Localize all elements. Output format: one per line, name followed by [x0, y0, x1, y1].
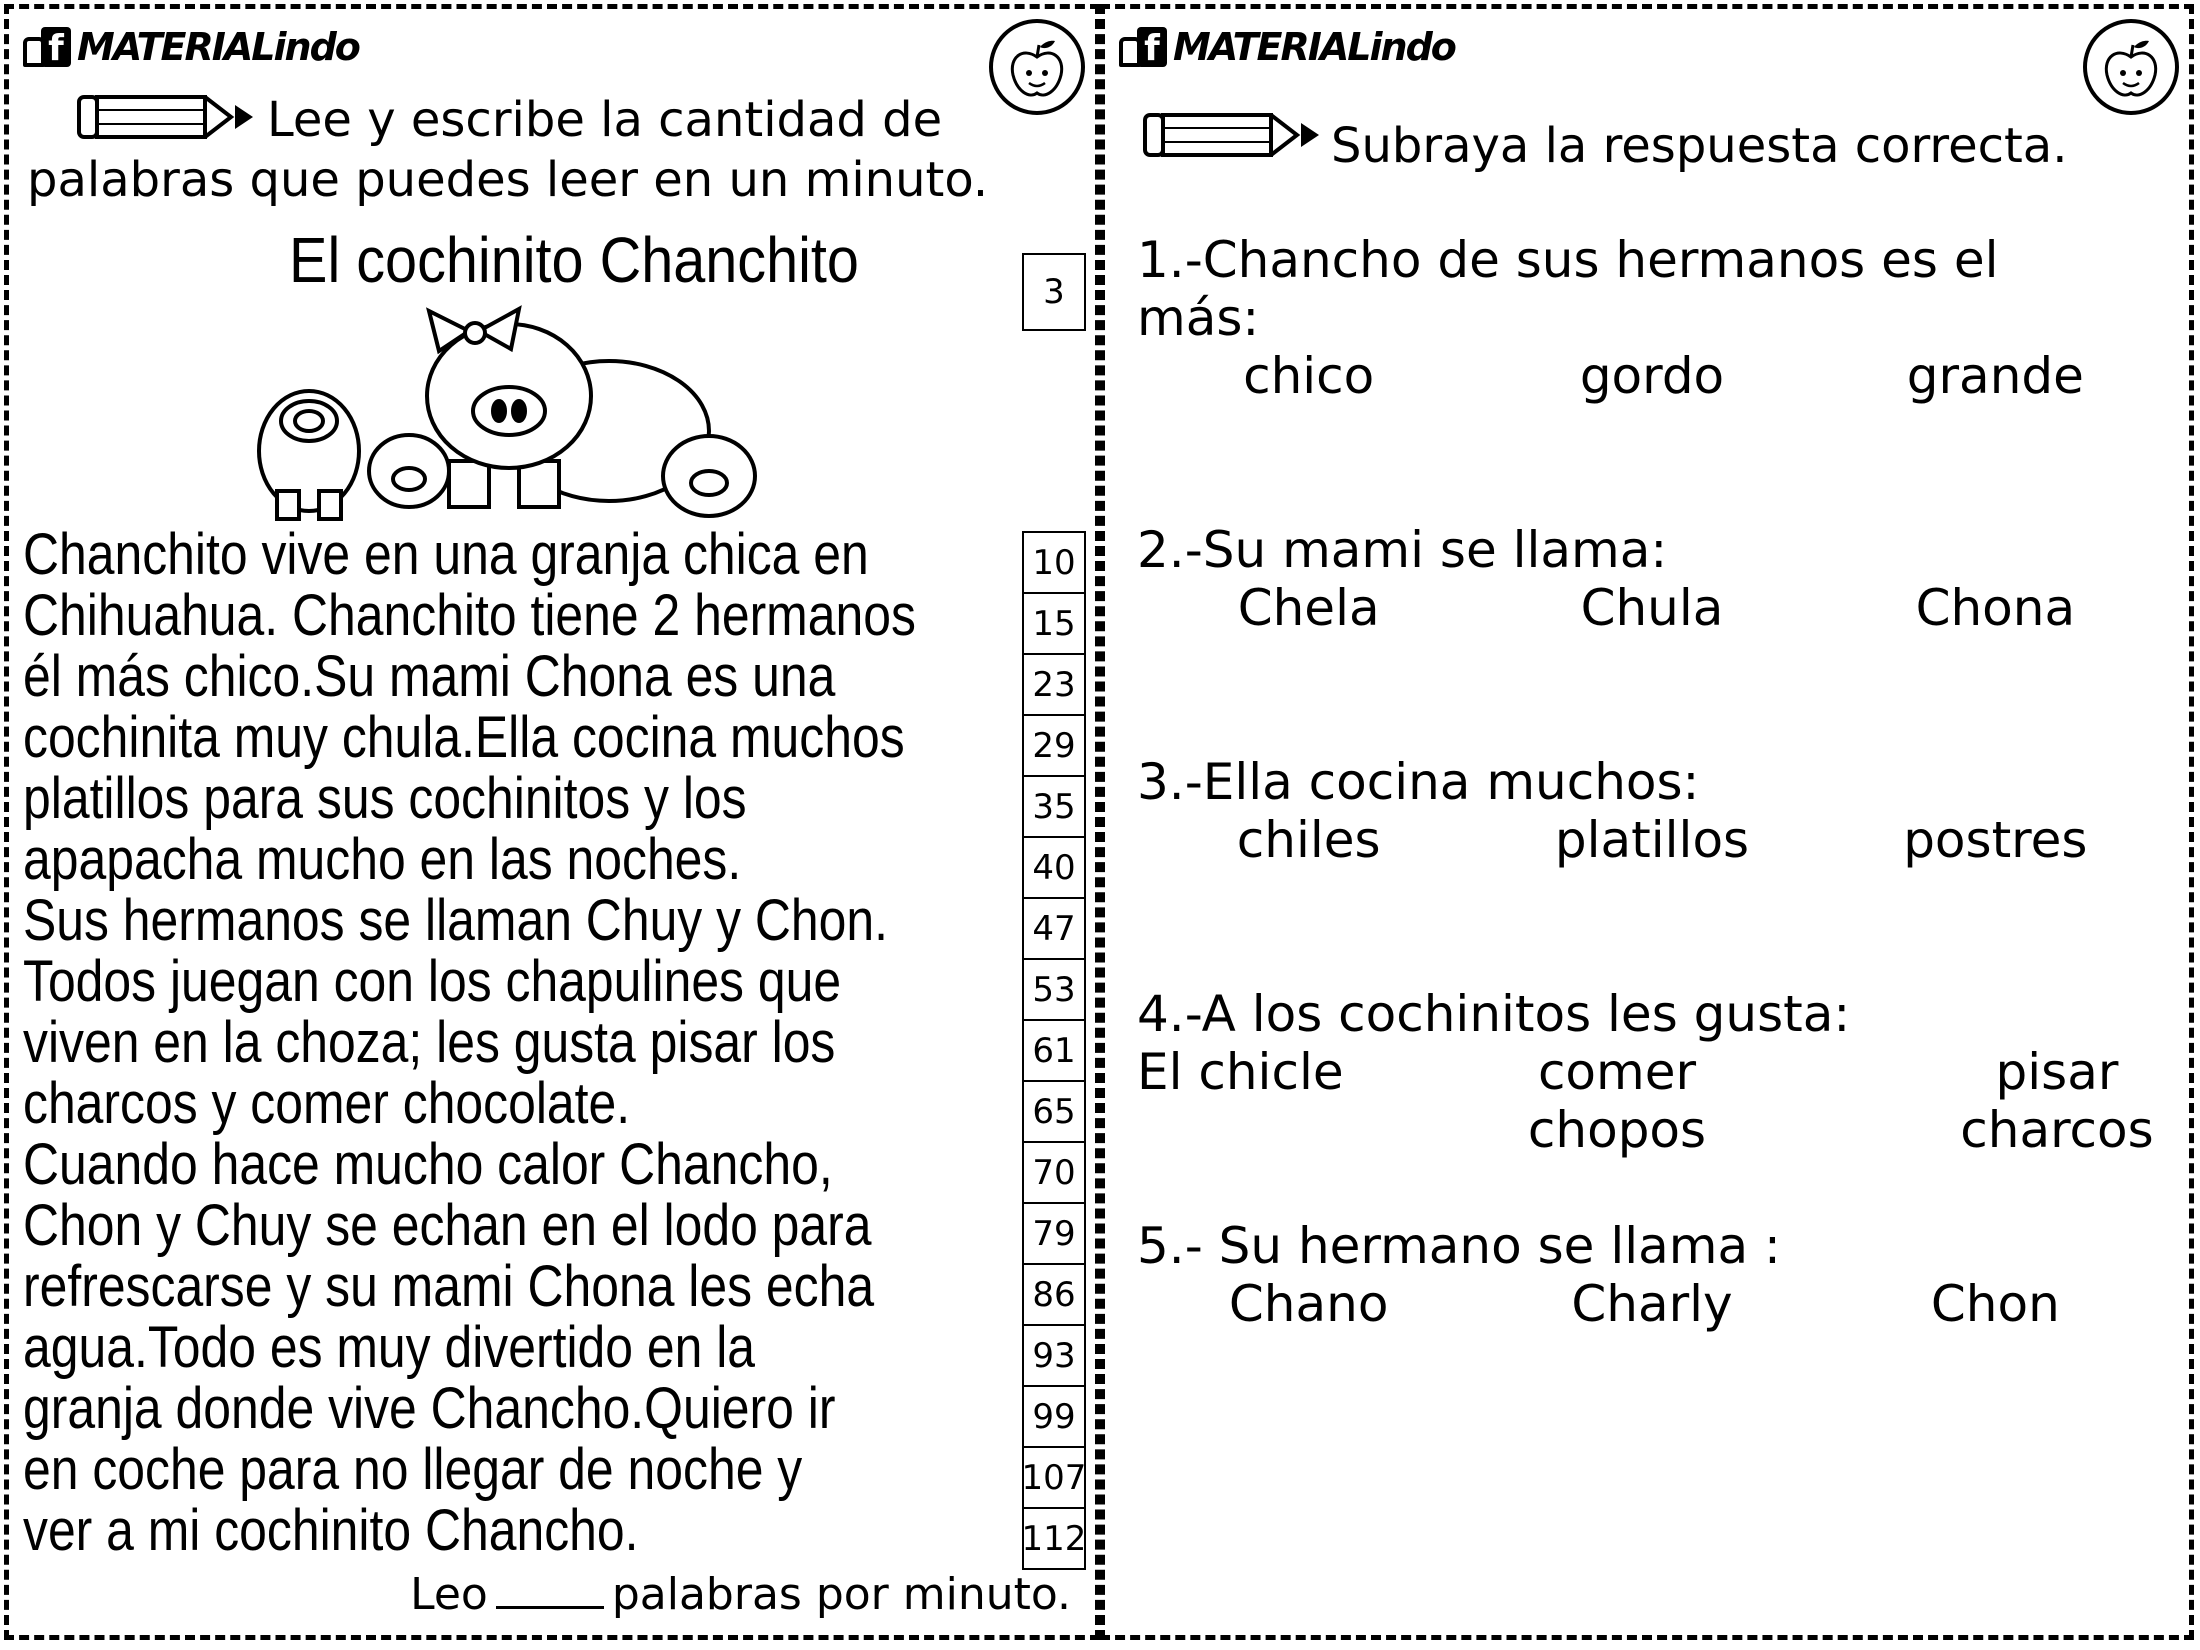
answer-option[interactable]: postres	[1903, 811, 2088, 869]
answer-options	[1137, 579, 2167, 637]
answer-option[interactable]: Chela	[1237, 579, 1380, 637]
brand-header	[23, 25, 359, 69]
reading-line: él más chico.Su mami Chona es una	[23, 644, 836, 709]
brand-header	[1119, 25, 1455, 69]
reading-line: Chanchito vive en una granja chica en	[23, 522, 869, 587]
answer-option[interactable]: Chon	[1930, 1275, 2060, 1333]
answer-options	[1137, 1043, 2167, 1159]
brand-name: MATERIALindo	[77, 25, 359, 69]
answer-option[interactable]: Charly	[1571, 1275, 1733, 1333]
footer-before: Leo	[410, 1569, 488, 1620]
answer-option[interactable]: El chicle	[1137, 1043, 1344, 1101]
instruction-line-1: Lee y escribe la cantidad de	[267, 92, 943, 148]
pencil-icon	[75, 91, 265, 143]
reading-line: apapacha mucho en las noches.	[23, 827, 742, 892]
reading-line: granja donde vive Chancho.Quiero ir	[23, 1376, 836, 1441]
word-count-cell: 79	[1024, 1204, 1084, 1265]
reading-line: refrescarse y su mami Chona les echa	[23, 1254, 875, 1319]
question-1	[1137, 231, 2167, 405]
word-count-cell: 93	[1024, 1326, 1084, 1387]
question-text: más:	[1137, 289, 1260, 347]
reading-line: agua.Todo es muy divertido en la	[23, 1315, 756, 1380]
questions-panel	[1100, 4, 2194, 1640]
facebook-like-icon: f	[23, 27, 71, 67]
instruction: Subraya la respuesta correcta.	[1331, 118, 2068, 174]
instruction-line-2: palabras que puedes leer en un minuto.	[27, 152, 989, 208]
title-word-count: 3	[1022, 253, 1086, 331]
answer-option[interactable]: chiles	[1236, 811, 1381, 869]
reading-line: Chihuahua. Chanchito tiene 2 hermanos	[23, 583, 916, 648]
reading-panel	[4, 4, 1100, 1640]
word-count-cell: 70	[1024, 1143, 1084, 1204]
question-text: 3.-Ella cocina muchos:	[1137, 753, 1700, 811]
apple-logo-icon	[2083, 19, 2179, 115]
reading-line: ver a mi cochinito Chancho.	[23, 1498, 639, 1563]
answer-option[interactable]: Chona	[1915, 579, 2076, 637]
answer-option[interactable]: Chula	[1580, 579, 1724, 637]
word-count-cell: 53	[1024, 960, 1084, 1021]
word-count-cell: 86	[1024, 1265, 1084, 1326]
answer-options	[1137, 1275, 2167, 1333]
question-5	[1137, 1217, 2167, 1333]
word-count-cell: 47	[1024, 899, 1084, 960]
reading-line: viven en la choza; les gusta pisar los	[23, 1010, 836, 1075]
reading-line: Chon y Chuy se echan en el lodo para	[23, 1193, 872, 1258]
words-per-minute-blank[interactable]	[496, 1606, 604, 1609]
word-count-cell: 10	[1024, 533, 1084, 594]
reading-line: Sus hermanos se llaman Chuy y Chon.	[23, 888, 889, 953]
answer-option[interactable]: platillos	[1554, 811, 1750, 869]
answer-option[interactable]: grande	[1906, 347, 2084, 405]
pencil-icon	[1141, 109, 1331, 161]
answer-option[interactable]: gordo	[1579, 347, 1725, 405]
reading-text	[23, 521, 1023, 1563]
answer-option[interactable]: Chano	[1228, 1275, 1389, 1333]
answer-options	[1137, 811, 2167, 869]
word-count-cell: 107	[1024, 1448, 1084, 1509]
story-title: El cochinito Chanchito	[289, 224, 859, 296]
reading-line: cochinita muy chula.Ella cocina muchos	[23, 705, 905, 770]
question-text: 1.-Chancho de sus hermanos es el	[1137, 231, 1999, 289]
word-count-cell: 61	[1024, 1021, 1084, 1082]
answer-option[interactable]: comer chopos	[1527, 1043, 1707, 1159]
word-count-cell: 35	[1024, 777, 1084, 838]
question-2	[1137, 521, 2167, 637]
apple-logo-icon	[989, 19, 1085, 115]
word-count-column	[1022, 531, 1086, 1570]
question-3	[1137, 753, 2167, 869]
facebook-like-icon: f	[1119, 27, 1167, 67]
word-count-cell: 23	[1024, 655, 1084, 716]
word-count-cell: 112	[1024, 1509, 1084, 1570]
word-count-cell: 99	[1024, 1387, 1084, 1448]
word-count-cell: 15	[1024, 594, 1084, 655]
footer-after: palabras por minuto.	[611, 1569, 1071, 1620]
question-text: 5.- Su hermano se llama :	[1137, 1217, 1781, 1275]
brand-name: MATERIALindo	[1173, 25, 1455, 69]
reading-line: Todos juegan con los chapulines que	[23, 949, 842, 1014]
word-count-cell: 29	[1024, 716, 1084, 777]
pig-family-illustration	[249, 291, 809, 521]
word-count-cell: 40	[1024, 838, 1084, 899]
words-per-minute-footer	[410, 1569, 1071, 1620]
word-count-cell: 65	[1024, 1082, 1084, 1143]
reading-line: charcos y comer chocolate.	[23, 1071, 631, 1136]
reading-line: Cuando hace mucho calor Chancho,	[23, 1132, 833, 1197]
question-4	[1137, 985, 2167, 1159]
reading-line: platillos para sus cochinitos y los	[23, 766, 747, 831]
answer-options	[1137, 347, 2167, 405]
answer-option[interactable]: pisar charcos	[1960, 1043, 2154, 1159]
reading-line: en coche para no llegar de noche y	[23, 1437, 803, 1502]
answer-option[interactable]: chico	[1243, 347, 1375, 405]
question-text: 2.-Su mami se llama:	[1137, 521, 1668, 579]
question-text: 4.-A los cochinitos les gusta:	[1137, 985, 1851, 1043]
